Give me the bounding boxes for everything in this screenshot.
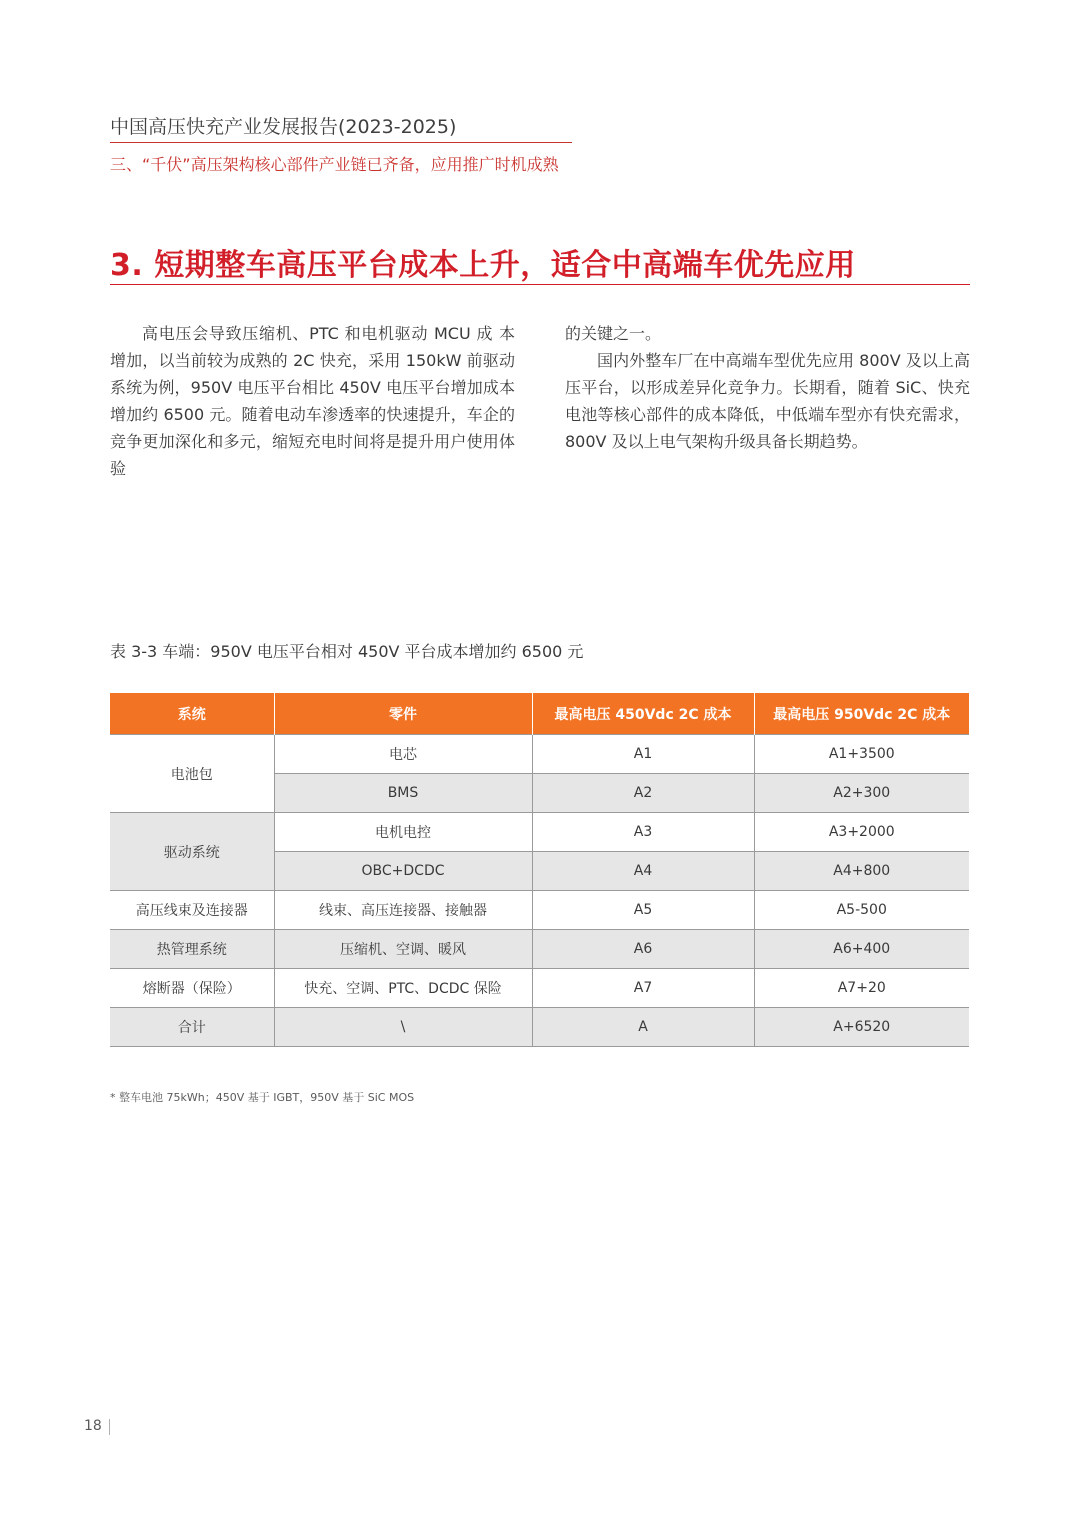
table-row (110, 969, 969, 1008)
header-cost-950v: 最高电压 950Vdc 2C 成本 (754, 693, 969, 735)
system-cell: 熔断器（保险） (110, 969, 274, 1008)
cost-950-cell: A4+800 (754, 852, 969, 891)
body-paragraph-2: 国内外整车厂在中高端车型优先应用 800V 及以上高压平台，以形成差异化竞争力。长期看，随着 SiC、快充电池等核心部件的成本降低，中低端车型亦有快充需求，800V 及以上电气架构升级具备长期趋势。 (565, 351, 970, 451)
table-row-total (110, 1008, 969, 1047)
part-cell: BMS (274, 774, 532, 813)
cost-950-cell: A1+3500 (754, 735, 969, 774)
cost-950-cell: A+6520 (754, 1008, 969, 1047)
cost-950-cell: A7+20 (754, 969, 969, 1008)
cost-950-cell: A5-500 (754, 891, 969, 930)
cost-450-cell: A2 (532, 774, 754, 813)
system-cell: 电池包 (110, 735, 274, 813)
table-caption: 表 3-3 车端：950V 电压平台相对 450V 平台成本增加约 6500 元 (110, 642, 584, 661)
cost-450-cell: A3 (532, 813, 754, 852)
part-cell: 压缩机、空调、暖风 (274, 930, 532, 969)
table-row (110, 891, 969, 930)
header-part: 零件 (274, 693, 532, 735)
cost-950-cell: A6+400 (754, 930, 969, 969)
section-title: 3. 短期整车高压平台成本上升，适合中高端车优先应用 (110, 248, 856, 283)
table-row (110, 813, 969, 852)
body-paragraph-1-continued: 的关键之一。 (565, 324, 662, 343)
cost-450-cell: A6 (532, 930, 754, 969)
cost-450-cell: A1 (532, 735, 754, 774)
cost-450-cell: A7 (532, 969, 754, 1008)
part-cell: 电芯 (274, 735, 532, 774)
part-cell: 电机电控 (274, 813, 532, 852)
table-row (110, 930, 969, 969)
chapter-subtitle: 三、“千伏”高压架构核心部件产业链已齐备，应用推广时机成熟 (110, 155, 559, 174)
header-divider (110, 142, 572, 143)
table-header-row (110, 693, 969, 735)
section-divider (110, 284, 970, 285)
cost-950-cell: A3+2000 (754, 813, 969, 852)
part-cell: 线束、高压连接器、接触器 (274, 891, 532, 930)
system-cell: 热管理系统 (110, 930, 274, 969)
cost-450-cell: A5 (532, 891, 754, 930)
system-cell: 合计 (110, 1008, 274, 1047)
table-footnote: * 整车电池 75kWh；450V 基于 IGBT，950V 基于 SiC MOS (110, 1091, 415, 1104)
table-row (110, 735, 969, 774)
page-number: 18 (84, 1418, 102, 1434)
system-cell: 驱动系统 (110, 813, 274, 891)
part-cell: \ (274, 1008, 532, 1047)
page-number-divider (109, 1419, 110, 1435)
system-cell: 高压线束及连接器 (110, 891, 274, 930)
cost-450-cell: A4 (532, 852, 754, 891)
cost-950-cell: A2+300 (754, 774, 969, 813)
header-cost-450v: 最高电压 450Vdc 2C 成本 (532, 693, 754, 735)
header-system: 系统 (110, 693, 274, 735)
cost-450-cell: A (532, 1008, 754, 1047)
cost-comparison-table (110, 693, 969, 1047)
report-title: 中国高压快充产业发展报告(2023-2025) (110, 116, 457, 138)
body-paragraph-1: 高电压会导致压缩机、PTC 和电机驱动 MCU 成 本增加，以当前较为成熟的 2C 快充，采用 150kW 前驱动 系统为例，950V 电压平台相比 450V 电压平台增加成本增加约 6500 元。随着电动车渗透率的快速提升，车企的竞争更加深化和多元，缩短充电时间将是提升用户使用体验 (110, 324, 515, 478)
part-cell: 快充、空调、PTC、DCDC 保险 (274, 969, 532, 1008)
part-cell: OBC+DCDC (274, 852, 532, 891)
